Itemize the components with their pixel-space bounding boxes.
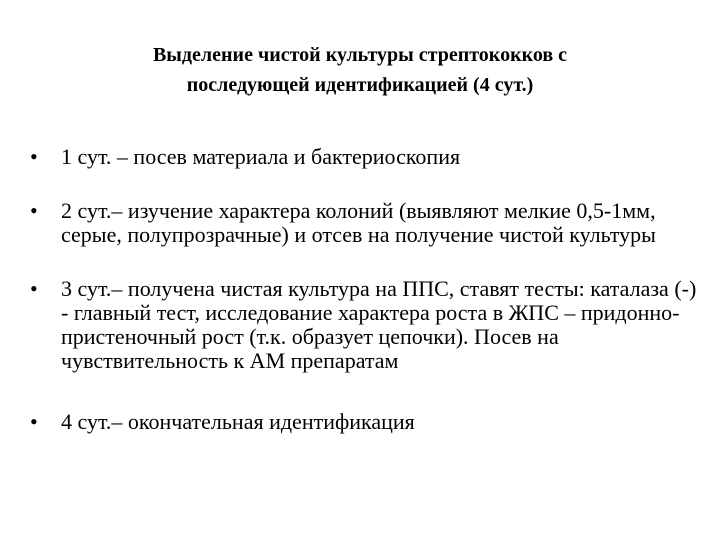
bullet-icon: • [30,198,38,223]
bullet-text: 1 сут. – посев материала и бактериоскопия [61,144,461,169]
bullet-icon: • [30,144,38,169]
bullet-text: 4 сут.– окончательная идентификация [61,409,415,434]
bullet-text: 3 сут.– получена чистая культура на ППС, ставят тесты: каталаза (-) - главный тест, исследование характера роста в ЖПС – придонно-пристеночный рост (т.к. образует цепочки). Посев на чувствительность к АМ препаратам [61,276,697,373]
bullet-item-day-1 [30,145,702,169]
bullet-item-day-2 [30,199,702,247]
slide-title [60,40,660,100]
bullet-item-day-4 [30,410,702,434]
slide-title-line-2: последующей идентификацией (4 сут.) [186,74,534,96]
bullet-list [30,145,702,434]
bullet-icon: • [30,409,38,434]
bullet-icon: • [30,276,38,301]
slide-title-line-1: Выделение чистой культуры стрептококков с [152,44,568,66]
bullet-text: 2 сут.– изучение характера колоний (выявляют мелкие 0,5-1мм, серые, полупрозрачные) и отсев на получение чистой культуры [61,198,656,247]
bullet-item-day-3 [30,277,702,373]
